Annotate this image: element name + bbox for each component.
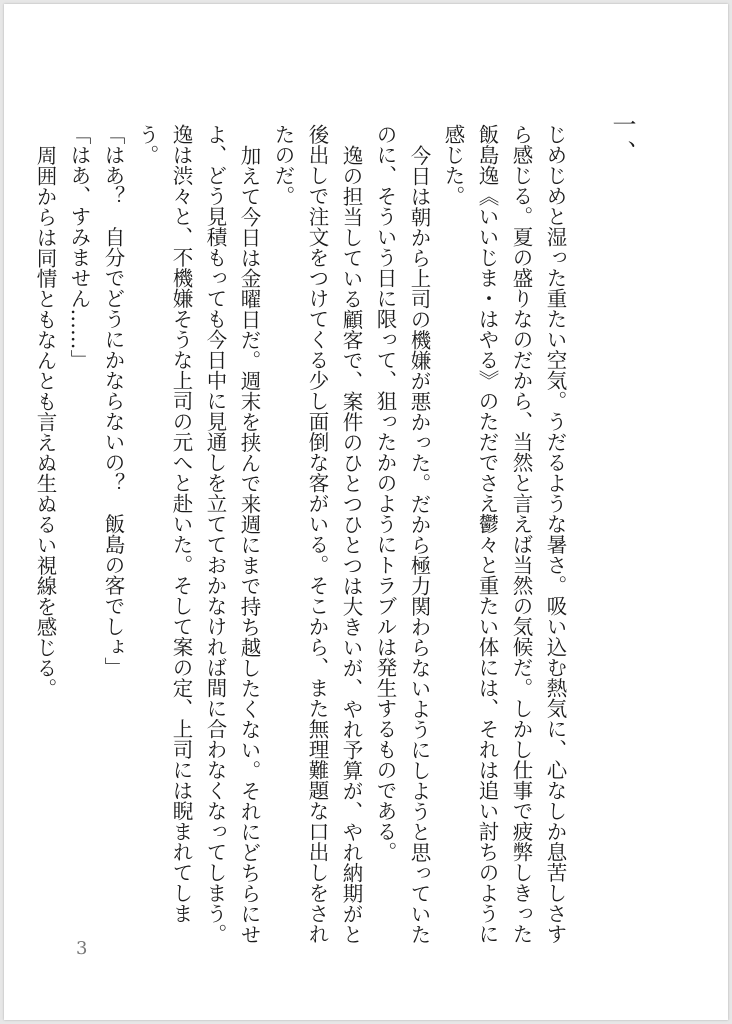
paragraph: じめじめと湿った重たい空気。うだるような暑さ。吸い込む熱気に、心なしか息苦しさすら感じる。夏の盛りなのだから、当然と言えば当然の気候だ。しかし仕事で疲弊しきった飯島逸《いいじま・はやる》のただでさえ鬱々と重たい体には、それは追い討ちのように感じた。 (441, 124, 567, 944)
dialogue-line: 「はあ、すみません……」 (67, 124, 91, 370)
paragraph: 周囲からは同情ともなんとも言えぬ生ぬるい視線を感じる。 (33, 144, 57, 698)
paragraph: 今日は朝から上司の機嫌が悪かった。だから極力関わらないようにしようと思っていたのに、そういう日に限って、狙ったかのようにトラブルは発生するものである。 (373, 124, 431, 944)
page-number: 3 (76, 938, 88, 959)
body-text (28, 124, 572, 954)
paragraph: 加えて今日は金曜日だ。週末を挟んで来週にまで持ち越したくない。それにどちらにせよ、どう見積もっても今日中に見通しを立てておかなければ間に合わなくなってしまう。逸は渋々と、不機嫌そうな上司の元へと赴いた。そして案の定、上司には睨まれてしまう。 (135, 124, 261, 944)
paragraph: 逸の担当している顧客で、案件のひとつひとつは大きいが、やれ予算が、やれ納期がと後出しで注文をつけてくる少し面倒な客がいる。そこから、また無理難題な口出しをされたのだ。 (271, 124, 363, 944)
dialogue-line: 「はあ？ 自分でどうにかならないの？ 飯島の客でしょ」 (101, 124, 125, 678)
book-page (4, 4, 728, 1020)
chapter-heading: 一、 (608, 112, 636, 168)
